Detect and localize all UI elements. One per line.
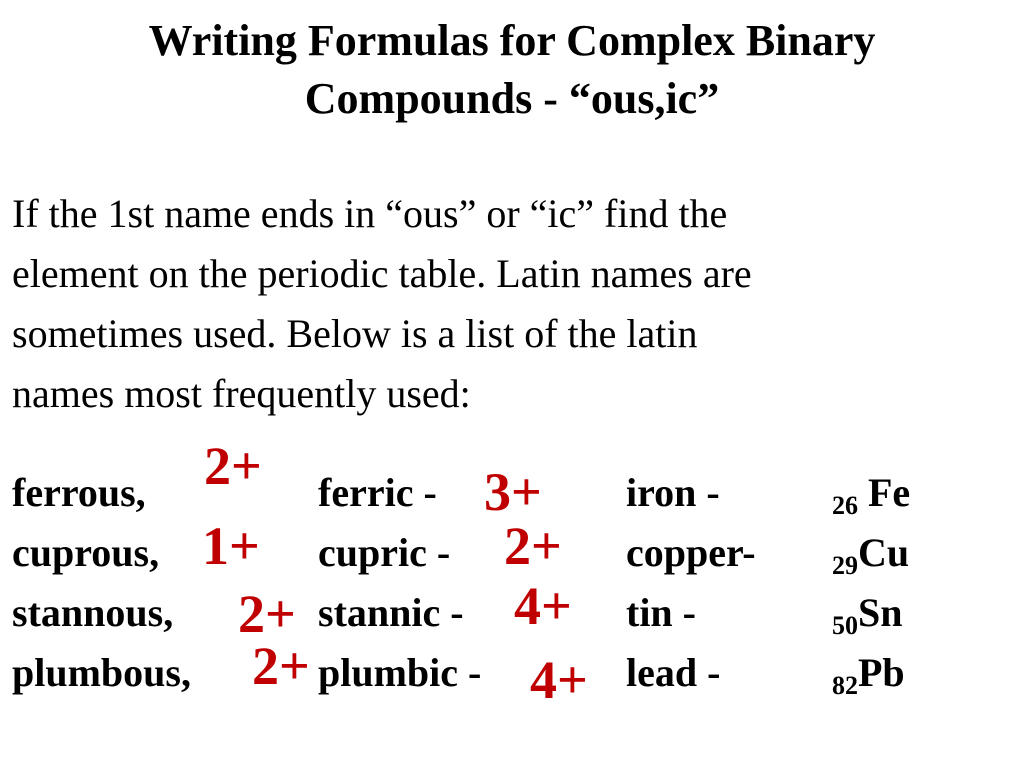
symbol: Fe: [868, 470, 911, 515]
ic-name: stannic -: [318, 590, 464, 635]
ous-name: cuprous,: [12, 530, 160, 575]
element-name: copper-: [626, 530, 756, 575]
element-symbol: [832, 463, 910, 523]
ous-name: stannous,: [12, 590, 174, 635]
ous-name: plumbous,: [12, 650, 191, 695]
intro-line: sometimes used. Below is a list of the latin: [12, 311, 698, 356]
intro-line: names most frequently used:: [12, 371, 471, 416]
title-line-2: Compounds - “ous,ic”: [304, 74, 720, 123]
intro-line: element on the periodic table. Latin names are: [12, 251, 752, 296]
ic-charge: 3+: [484, 462, 542, 522]
element-symbol: [832, 643, 905, 703]
atomic-number: 29: [832, 551, 858, 580]
slide-title: [0, 12, 1024, 128]
ic-name: plumbic -: [318, 650, 482, 695]
atomic-number: 26: [832, 491, 858, 520]
ous-charge: 1+: [202, 516, 260, 576]
symbol: Sn: [858, 590, 903, 635]
ic-name: ferric -: [318, 470, 437, 515]
ic-charge: 4+: [514, 576, 572, 636]
title-line-1: Writing Formulas for Complex Binary: [148, 16, 876, 65]
table-row-lead: [0, 643, 1024, 703]
intro-paragraph: [12, 184, 1012, 424]
atomic-number: 82: [832, 671, 858, 700]
element-symbol: [832, 523, 909, 583]
element-name: tin -: [626, 590, 696, 635]
element-name: iron -: [626, 470, 720, 515]
atomic-number: 50: [832, 611, 858, 640]
ic-name: cupric -: [318, 530, 451, 575]
ic-charge: 4+: [530, 650, 588, 710]
element-symbol: [832, 583, 903, 643]
ous-charge: 2+: [238, 584, 296, 644]
ous-charge: 2+: [252, 636, 310, 696]
table-row-tin: [0, 583, 1024, 643]
symbol: Pb: [858, 650, 905, 695]
ous-charge: 2+: [204, 436, 262, 496]
ous-name: ferrous,: [12, 470, 146, 515]
symbol: Cu: [858, 530, 910, 575]
ic-charge: 2+: [504, 516, 562, 576]
element-name: lead -: [626, 650, 721, 695]
intro-line: If the 1st name ends in “ous” or “ic” find the: [12, 191, 728, 236]
